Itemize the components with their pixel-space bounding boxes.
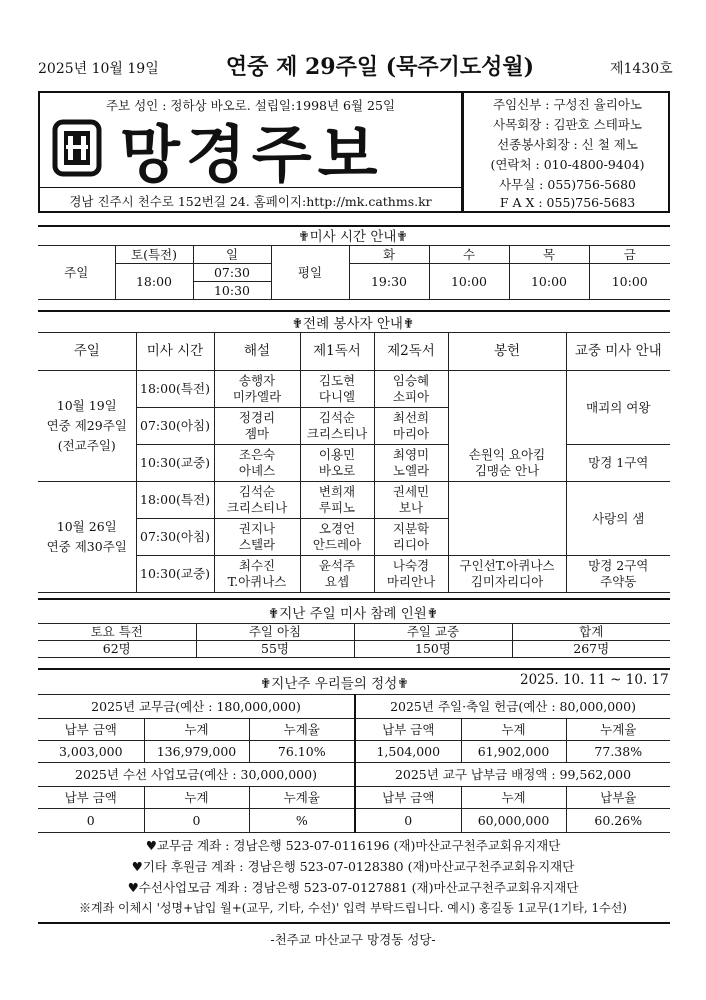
attendance-value: 55명: [196, 641, 354, 658]
diocese-levy-value: 60.26%: [566, 809, 670, 833]
attendance-header: 주일 아침: [196, 624, 354, 641]
week2-guide-main: 사랑의 샘: [566, 482, 670, 556]
diocese-levy-value: 60,000,000: [461, 809, 566, 833]
info-pastor: 주임신부 : 구성진 율리아노: [493, 97, 642, 112]
col-reader2: 제2독서: [374, 333, 448, 371]
repair-fund-header: 납부 금액: [38, 787, 144, 809]
reader2-name: 지분학 리디아: [374, 519, 448, 556]
masthead-logo-text: 망경주보: [120, 118, 384, 191]
sunday-time-late: 10:30: [193, 282, 271, 300]
week1-guide-district: 망경 1구역: [566, 445, 670, 482]
commentator-name: 송행자 미카엘라: [214, 371, 300, 408]
tithe-value: 136,979,000: [144, 741, 249, 763]
sunday-collection-header: 누계: [461, 719, 566, 741]
saturday-label: 토(특전): [115, 246, 193, 264]
repair-fund-header: 누계율: [249, 787, 355, 809]
reader1-name: 이용민 바오로: [300, 445, 374, 482]
week2-label: 10월 26일 연중 제30주일: [38, 482, 136, 593]
footer-parish: -천주교 마산교구 망경동 성당-: [270, 932, 436, 947]
week1-offertory: 손원익 요아킴 김맹순 안나: [448, 445, 566, 482]
tithe-header: 누계: [144, 719, 249, 741]
account-donation: ♥기타 후원금 계좌 : 경남은행 523-07-0128380 (재)마산교구천주교회유지재단: [131, 859, 575, 874]
masthead-info-box: [463, 91, 670, 213]
day-fri: 금: [589, 246, 670, 264]
fri-time: 10:00: [589, 264, 670, 300]
info-funeral-leader: 선종봉사회장 : 신 철 제노: [497, 137, 638, 152]
mass-times-title: ✟미사 시간 안내✟: [298, 229, 408, 245]
attendance-value: 267명: [512, 641, 670, 658]
table-row-time: 18:00(특전): [136, 371, 214, 408]
sunday-collection-value: 1,504,000: [355, 741, 461, 763]
col-commentator: 해설: [214, 333, 300, 371]
attendance-title: ✟지난 주일 미사 참례 인원✟: [267, 606, 439, 622]
reader1-name: 김석순 크리스티나: [300, 408, 374, 445]
reader1-name: 오경언 안드레아: [300, 519, 374, 556]
account-repair: ♥수선사업모금 계좌 : 경남은행 523-07-0127881 (재)마산교구천주교회유지재단: [127, 880, 579, 895]
reader1-name: 김도현 다니엘: [300, 371, 374, 408]
offertory-empty: [448, 482, 566, 556]
sunday-collection-value: 77.38%: [566, 741, 670, 763]
bulletin-date: 2025년 10월 19일: [38, 61, 159, 77]
col-reader1: 제1독서: [300, 333, 374, 371]
offerings-title: ✟지난주 우리들의 정성✟: [260, 676, 409, 692]
week1-label: 10월 19일 연중 제29주일 (전교주일): [38, 371, 136, 482]
tithe-header: 납부 금액: [38, 719, 144, 741]
attendance-table: [38, 623, 670, 658]
offertory-empty: [448, 371, 566, 445]
table-row-time: 07:30(아침): [136, 408, 214, 445]
patron-line: 주보 성인 : 정하상 바오로. 설립일:1998년 6월 25일: [105, 98, 396, 113]
attendance-value: 150명: [354, 641, 512, 658]
repair-fund-value: %: [249, 809, 355, 833]
wed-time: 10:00: [429, 264, 509, 300]
commentator-name: 최수진 T.아퀴나스: [214, 556, 300, 593]
reader2-name: 최선희 마리아: [374, 408, 448, 445]
address-line: 경남 진주시 천수로 152번길 24. 홈페이지:http://mk.cathms.kr: [69, 194, 432, 209]
weekday-label: 평일: [271, 246, 349, 300]
day-wed: 수: [429, 246, 509, 264]
sunday-day-label: 일: [193, 246, 271, 264]
sunday-label: 주일: [38, 246, 115, 300]
sunday-collection-title: 2025년 주일·축일 헌금(예산 : 80,000,000): [355, 695, 670, 719]
diocese-levy-header: 납부율: [566, 787, 670, 809]
reader2-name: 권세민 보나: [374, 482, 448, 519]
mass-times-table: [38, 245, 670, 300]
reader1-name: 변희재 루피노: [300, 482, 374, 519]
tithe-value: 76.10%: [249, 741, 355, 763]
servers-title: ✟전례 봉사자 안내✟: [291, 316, 415, 332]
week2-offertory: 구인선T.아퀴나스 김미자리디아: [448, 556, 566, 593]
col-mass-time: 미사 시간: [136, 333, 214, 371]
reader2-name: 임승혜 소피아: [374, 371, 448, 408]
attendance-value: 62명: [38, 641, 196, 658]
offerings-period: 2025. 10. 11 ~ 10. 17: [520, 672, 669, 688]
col-sunday: 주일: [38, 333, 136, 371]
masthead-logo-box: [38, 91, 463, 213]
diocese-levy-header: 납부 금액: [355, 787, 461, 809]
saturday-time: 18:00: [115, 264, 193, 300]
col-offertory: 봉헌: [448, 333, 566, 371]
week2-guide-district: 망경 2구역 주약동: [566, 556, 670, 593]
diocese-levy-title: 2025년 교구 납부금 배정액 : 99,562,000: [355, 763, 670, 787]
day-thu: 목: [509, 246, 589, 264]
repair-fund-header: 누계: [144, 787, 249, 809]
reader2-name: 최영미 노엘라: [374, 445, 448, 482]
tue-time: 19:30: [349, 264, 429, 300]
tithe-title: 2025년 교무금(예산 : 180,000,000): [38, 695, 355, 719]
attendance-header: 토요 특전: [38, 624, 196, 641]
diocese-levy-header: 누계: [461, 787, 566, 809]
commentator-name: 김석순 크리스티나: [214, 482, 300, 519]
tithe-value: 3,003,000: [38, 741, 144, 763]
commentator-name: 정경리 젬마: [214, 408, 300, 445]
repair-fund-value: 0: [144, 809, 249, 833]
day-tue: 화: [349, 246, 429, 264]
info-office: 사무실 : 055)756-5680: [498, 177, 636, 192]
thu-time: 10:00: [509, 264, 589, 300]
sunday-collection-header: 납부 금액: [355, 719, 461, 741]
col-mass-guide: 교중 미사 안내: [566, 333, 670, 371]
reader1-name: 윤석주 요셉: [300, 556, 374, 593]
table-row-time: 10:30(교중): [136, 556, 214, 593]
reader2-name: 나숙경 마리안나: [374, 556, 448, 593]
transfer-note: ※계좌 이체시 '성명+납입 월+(교무, 기타, 수선)' 입력 부탁드립니다. 예시) 홍길동 1교무(1기타, 1수선): [79, 901, 627, 915]
table-row-time: 18:00(특전): [136, 482, 214, 519]
info-council-president: 사목회장 : 김판호 스테파노: [493, 117, 642, 132]
table-row-time: 10:30(교중): [136, 445, 214, 482]
commentator-name: 권지나 스텔라: [214, 519, 300, 556]
parish-emblem-icon: [52, 119, 102, 177]
sunday-collection-header: 누계율: [566, 719, 670, 741]
diocese-levy-value: 0: [355, 809, 461, 833]
sunday-collection-value: 61,902,000: [461, 741, 566, 763]
offerings-table: [38, 694, 670, 833]
issue-number: 제1430호: [610, 61, 673, 77]
week1-guide-main: 매괴의 여왕: [566, 371, 670, 445]
table-row-time: 07:30(아침): [136, 519, 214, 556]
bulletin-title: 연중 제 29주일 (묵주기도성월): [225, 54, 535, 80]
repair-fund-title: 2025년 수선 사업모금(예산 : 30,000,000): [38, 763, 355, 787]
servers-table: [38, 332, 670, 593]
attendance-header: 합계: [512, 624, 670, 641]
commentator-name: 조은숙 아녜스: [214, 445, 300, 482]
repair-fund-value: 0: [38, 809, 144, 833]
sunday-time-early: 07:30: [193, 264, 271, 282]
info-fax: F A X : 055)756-5683: [499, 195, 636, 210]
attendance-header: 주일 교중: [354, 624, 512, 641]
account-tithe: ♥교무금 계좌 : 경남은행 523-07-0116196 (재)마산교구천주교회유지재단: [145, 838, 561, 853]
info-contact: (연락처 : 010-4800-9404): [490, 157, 645, 172]
tithe-header: 누계율: [249, 719, 355, 741]
